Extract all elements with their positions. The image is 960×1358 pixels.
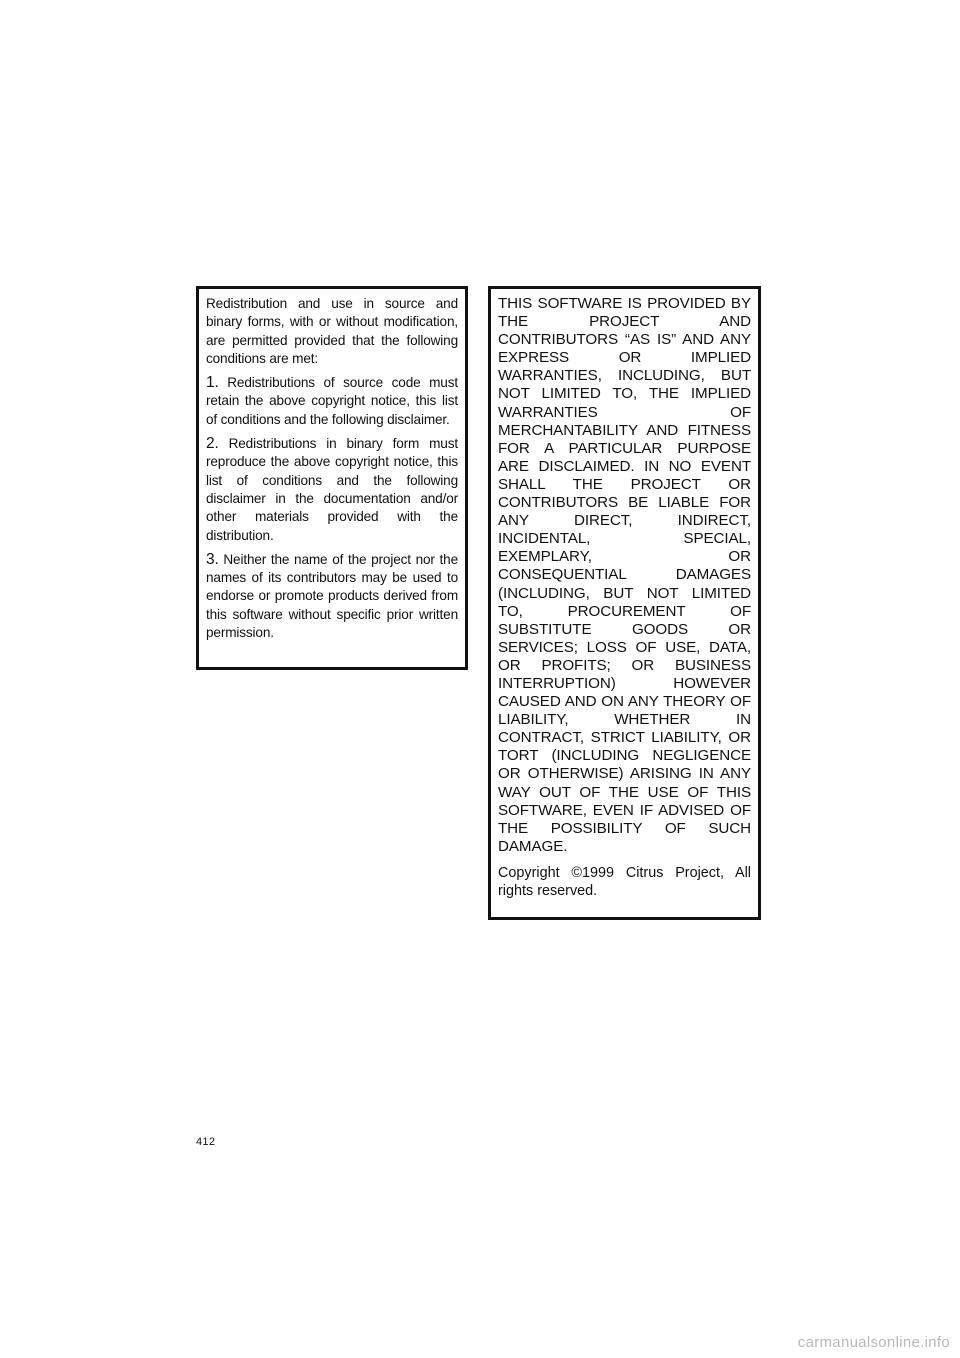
condition-2-text: Redistributions in binary form must reproduce the above copyright notice, this list of conditions and the following disclaimer in the documentation and/or other materials provided with the distribution. <box>206 436 458 543</box>
condition-2-number: 2. <box>206 435 219 453</box>
condition-1 <box>206 374 458 429</box>
warranty-disclaimer: THIS SOFTWARE IS PROVIDED BY THE PROJECT AND CONTRIBUTORS “AS IS” AND ANY EXPRESS OR IMPLIED WARRANTIES, INCLUDING, BUT NOT LIMITED TO, THE IMPLIED WARRANTIES OF MERCHANTABILITY AND FITNESS FOR A PARTICULAR PURPOSE ARE DISCLAIMED. IN NO EVENT SHALL THE PROJECT OR CONTRIBUTORS BE LIABLE FOR ANY DIRECT, INDIRECT, INCIDENTAL, SPECIAL, EXEMPLARY, OR CONSEQUENTIAL DAMAGES (INCLUDING, BUT NOT LIMITED TO, PROCUREMENT OF SUBSTITUTE GOODS OR SERVICES; LOSS OF USE, DATA, OR PROFITS; OR BUSINESS INTERRUPTION) HOWEVER CAUSED AND ON ANY THEORY OF LIABILITY, WHETHER IN CONTRACT, STRICT LIABILITY, OR TORT (INCLUDING NEGLIGENCE OR OTHERWISE) ARISING IN ANY WAY OUT OF THE USE OF THIS SOFTWARE, EVEN IF ADVISED OF THE POSSIBILITY OF SUCH DAMAGE. <box>498 295 751 855</box>
watermark: carmanualsonline.info <box>797 1334 950 1351</box>
condition-1-number: 1. <box>206 374 219 392</box>
license-disclaimer-box <box>488 286 761 920</box>
condition-1-text: Redistributions of source code must retain the above copyright notice, this list of conditions and the following disclaimer. <box>206 375 458 427</box>
license-conditions-box <box>196 286 468 670</box>
license-intro: Redistribution and use in source and binary forms, with or without modification, are permitted provided that the following conditions are met: <box>206 296 458 366</box>
copyright-notice: Copyright ©1999 Citrus Project, All rights reserved. <box>498 864 751 900</box>
condition-3 <box>206 551 458 642</box>
condition-3-text: Neither the name of the project nor the names of its contributors may be used to endorse or promote products derived from this software without specific prior written permission. <box>206 551 458 641</box>
condition-3-number: 3. <box>206 550 219 568</box>
page-number: 412 <box>196 1136 216 1148</box>
condition-2 <box>206 435 458 545</box>
